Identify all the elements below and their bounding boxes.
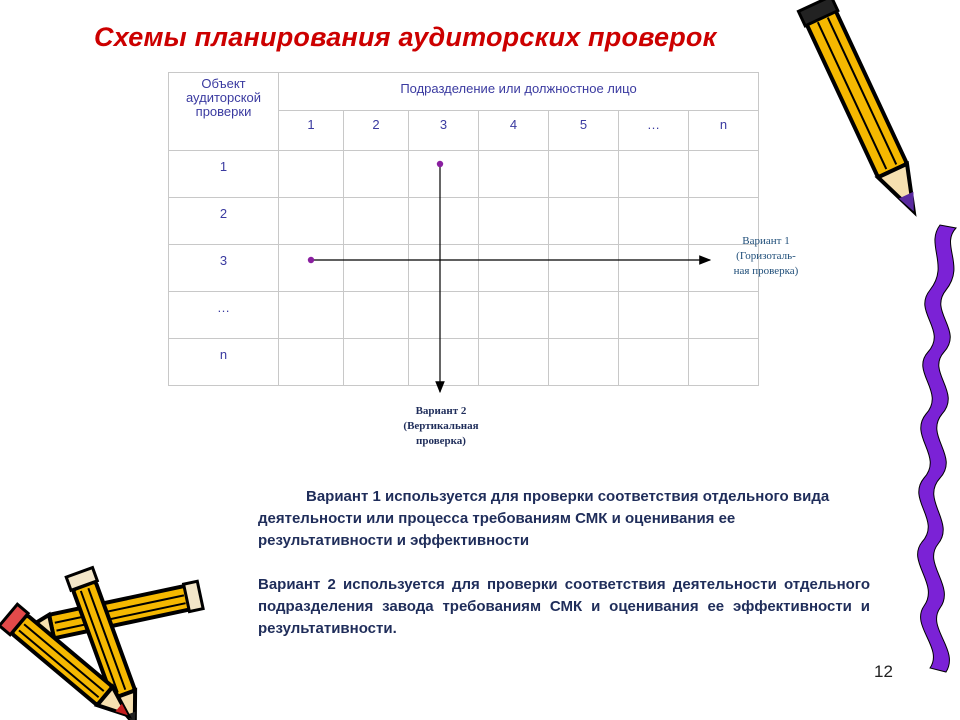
column-header: n (689, 111, 759, 151)
column-header: 4 (479, 111, 549, 151)
row-header: 3 (169, 245, 279, 292)
column-header: 3 (409, 111, 479, 151)
row-header: 1 (169, 151, 279, 198)
page-number: 12 (874, 662, 893, 681)
variant1-description: Вариант 1 используется для проверки соответствия отдельного вида деятельности или процесса требованиям СМК и оценивания ее результативности и эффективности (258, 488, 830, 549)
object-header: Объект аудиторской проверки (169, 73, 279, 151)
variant2-label: Вариант 2 (Вертикальная проверка) (403, 405, 479, 447)
column-header: … (619, 111, 689, 151)
vertical-start-dot (437, 161, 443, 167)
horizontal-start-dot (308, 257, 314, 263)
squiggle-decoration (918, 225, 956, 672)
row-header: 2 (169, 198, 279, 245)
row-header: n (169, 339, 279, 386)
column-header: 2 (344, 111, 409, 151)
variant2-description: Вариант 2 используется для проверки соответствия деятельности отдельного подразделения завода требованиям СМК и оценивания ее эффективности и результативности. (258, 576, 870, 637)
slide-title: Схемы планирования аудиторских проверок (94, 22, 717, 52)
division-header: Подразделение или должностное лицо (279, 73, 759, 111)
pencil-icon (798, 0, 928, 220)
variant1-label: Вариант 1 (Горизоталь- ная проверка) (733, 235, 799, 277)
column-header: 5 (549, 111, 619, 151)
column-header: 1 (279, 111, 344, 151)
row-header: … (169, 292, 279, 339)
